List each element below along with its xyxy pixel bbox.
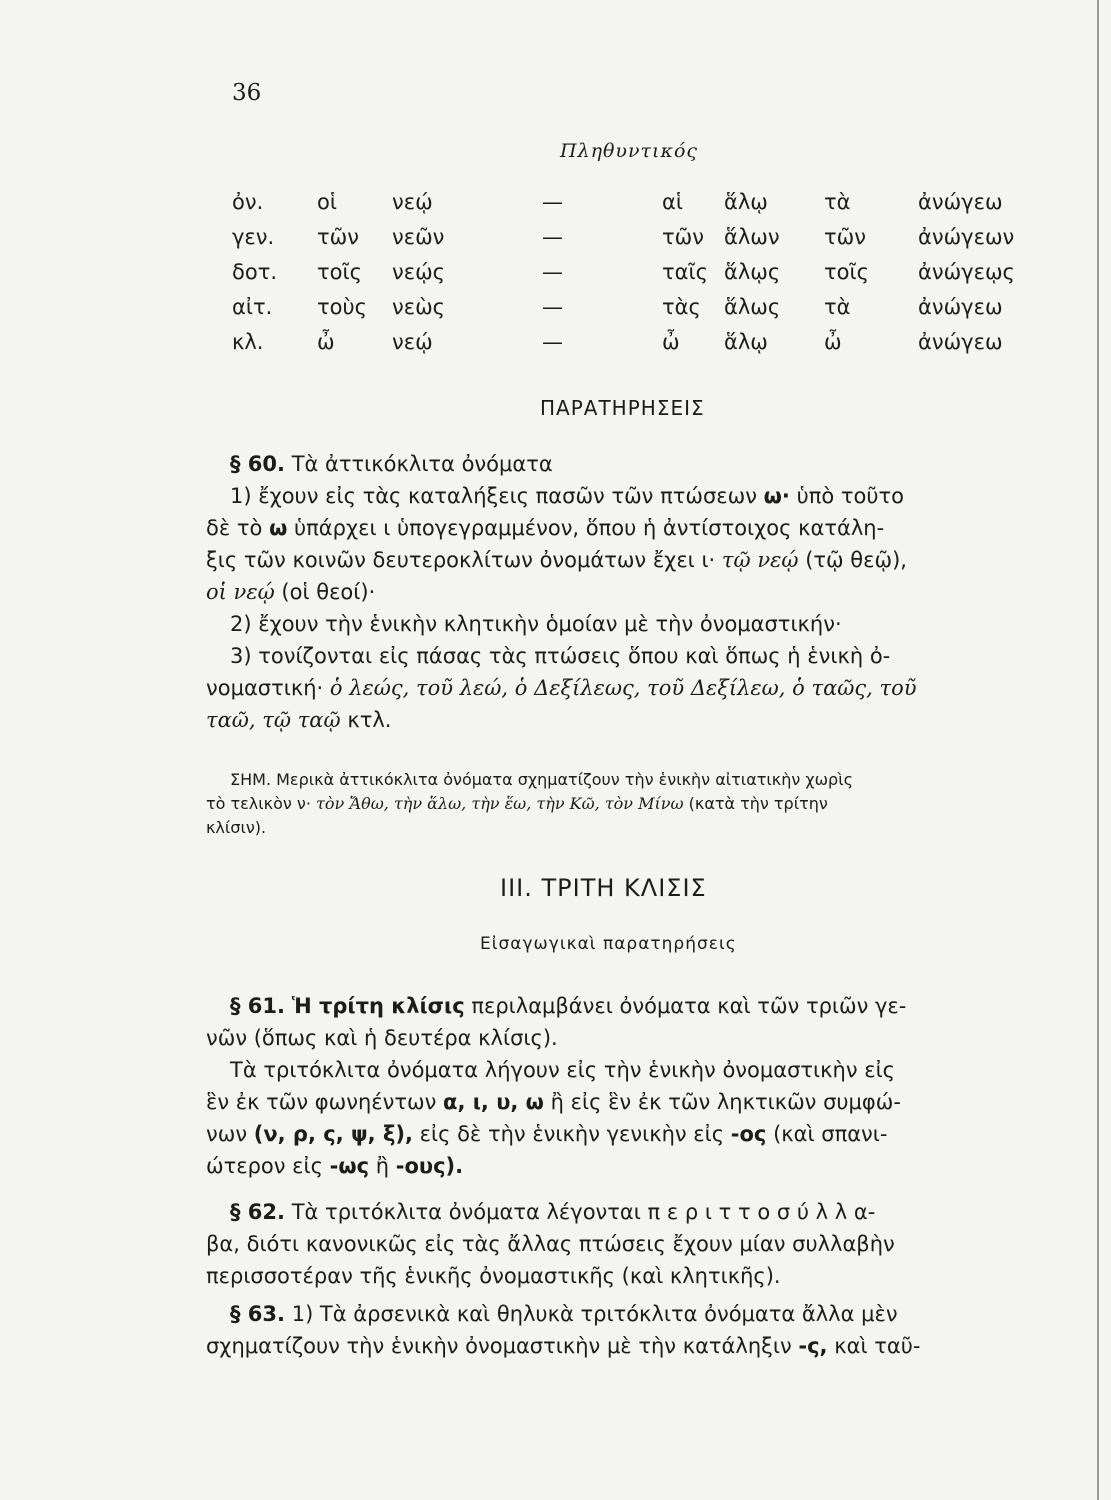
symbol: ω — [269, 516, 288, 540]
text-line: κλίσιν). — [206, 818, 267, 837]
text-line: 3) τονίζονται εἰς πάσας τὰς πτώσεις ὅπου καὶ ὅπως ἡ ἑνικὴ ὀ- — [230, 644, 891, 668]
text: ἓν ἐκ τῶν φωνηέντων — [206, 1090, 437, 1114]
note-block — [206, 768, 1046, 840]
word-form: νεῶν — [392, 225, 445, 249]
text-line — [206, 672, 1046, 704]
term: Ἡ τρίτη κλίσις — [291, 994, 465, 1018]
article: οἱ — [317, 190, 337, 214]
text-line — [206, 1330, 1046, 1362]
text-line — [206, 1196, 1046, 1228]
word-form: ἅλῳ — [724, 330, 768, 354]
paragraph-60 — [206, 448, 1046, 736]
text: 1) Τὰ ἀρσενικὰ καὶ θηλυκὰ τριτόκλιτα ὀνόματα ἄλλα μὲν — [291, 1302, 898, 1326]
text-line — [206, 1086, 1046, 1118]
case-label: δοτ. — [232, 260, 278, 284]
text-line — [206, 990, 1046, 1022]
text-line: περισσοτέραν τῆς ἑνικῆς ὀνομαστικῆς (καὶ κλητικῆς). — [206, 1264, 781, 1288]
symbol: α, ι, υ, ω — [443, 1090, 544, 1114]
text-line — [206, 576, 1046, 608]
declension-table — [232, 190, 1042, 365]
text: περιλαμβάνει ὀνόματα καὶ τῶν τριῶν γε- — [471, 994, 907, 1018]
paragraph-61 — [206, 990, 1046, 1182]
case-label: γεν. — [232, 225, 275, 249]
article: τὰς — [662, 295, 701, 319]
dash: — — [542, 295, 563, 319]
word-form: ἀνώγεω — [918, 190, 1003, 214]
article: τῶν — [824, 225, 866, 249]
text: 1) ἔχουν εἰς τὰς καταλήξεις πασῶν τῶν πτώσεων — [230, 484, 757, 508]
text: τὸ τελικὸν ν· — [206, 794, 311, 813]
page-edge-line — [1097, 0, 1099, 1500]
example: τῷ νεῴ — [721, 548, 799, 572]
text-line — [206, 512, 1046, 544]
example: οἱ νεῴ — [206, 580, 275, 604]
text-line — [206, 1298, 1046, 1330]
text-line — [206, 1150, 1046, 1182]
example: τὸν Ἄθω, τὴν ἅλω, τὴν ἕω, τὴν Κῶ, τὸν Μίνω — [316, 794, 684, 813]
text-line — [206, 792, 1046, 816]
section-3-heading: III. ΤΡΙΤΗ ΚΛΙΣΙΣ — [500, 874, 707, 902]
symbol: -ος — [730, 1122, 767, 1146]
case-label: αἰτ. — [232, 295, 273, 319]
symbol: -ως — [329, 1154, 370, 1178]
table-row — [232, 225, 1042, 260]
plural-title: Πληθυντικός — [560, 140, 699, 162]
word-form: νεῴ — [392, 330, 433, 354]
table-row — [232, 295, 1042, 330]
article: ὦ — [317, 330, 335, 354]
text: (οἱ θεοί)· — [281, 580, 376, 604]
text: καὶ ταῦ- — [834, 1334, 921, 1358]
word-form: ἀνώγεῳς — [918, 260, 1015, 284]
symbol: -ους). — [395, 1154, 464, 1178]
article: ὦ — [824, 330, 842, 354]
paragraph-62 — [206, 1196, 1046, 1292]
page-number: 36 — [232, 80, 262, 106]
word-form: ἅλων — [724, 225, 780, 249]
text-line — [206, 480, 1046, 512]
article: τοῖς — [824, 260, 869, 284]
text: Τὰ τριτόκλιτα ὀνόματα λέγονται — [291, 1200, 641, 1224]
text-line: βα, διότι κανονικῶς εἰς τὰς ἄλλας πτώσεις ἔχουν μίαν συλλαβὴν — [206, 1232, 895, 1256]
word-form: ἀνώγεων — [918, 225, 1015, 249]
text-line: 2) ἔχουν τὴν ἑνικὴν κλητικὴν ὁμοίαν μὲ τὴν ὀνομαστικήν· — [230, 612, 842, 636]
text: δὲ τὸ — [206, 516, 263, 540]
word-form: ἅλῳ — [724, 190, 768, 214]
article: τῶν — [317, 225, 359, 249]
word-form: ἅλῳς — [724, 260, 781, 284]
word-form: ἀνώγεω — [918, 330, 1003, 354]
observations-heading: ΠΑΡΑΤΗΡΗΣΕΙΣ — [540, 396, 705, 420]
text: Τὰ ἀττικόκλιτα ὀνόματα — [291, 452, 553, 476]
text-line — [206, 448, 1046, 480]
word-form: νεῴς — [392, 260, 445, 284]
spaced-term: π ε ρ ι τ τ ο σ ύ λ λ α- — [647, 1200, 876, 1224]
article: τοὺς — [317, 295, 367, 319]
text-line: νῶν (ὅπως καὶ ἡ δευτέρα κλίσις). — [206, 1026, 558, 1050]
case-label: κλ. — [232, 330, 264, 354]
text: εἰς δὲ τὴν ἑνικὴν γενικὴν εἰς — [419, 1122, 725, 1146]
text-line — [206, 704, 1046, 736]
text: (τῷ θεῷ), — [805, 548, 907, 572]
section-number: § 62. — [230, 1200, 286, 1224]
table-row — [232, 260, 1042, 295]
text: ὑπάρχει ι ὑπογεγραμμένον, ὅπου ἡ ἀντίστοιχος κατάλη- — [294, 516, 885, 540]
text-line: Τὰ τριτόκλιτα ὀνόματα λήγουν εἰς τὴν ἑνικὴν ὀνομαστικὴν εἰς — [230, 1058, 896, 1082]
section-number: § 63. — [230, 1302, 286, 1326]
symbol: (ν, ρ, ς, ψ, ξ), — [253, 1122, 413, 1146]
case-label: ὀν. — [232, 190, 264, 214]
section-number: § 61. — [230, 994, 286, 1018]
word-form: νεῴ — [392, 190, 433, 214]
article: ὦ — [662, 330, 680, 354]
paragraph-63 — [206, 1298, 1046, 1362]
text: νομαστική· — [206, 676, 324, 700]
article: τὰ — [824, 295, 851, 319]
symbol: -ς, — [798, 1334, 828, 1358]
table-row — [232, 330, 1042, 365]
text-line: ΣΗΜ. Μερικὰ ἀττικόκλιτα ὀνόματα σχηματίζουν τὴν ἑνικὴν αἰτιατικὴν χωρὶς — [230, 770, 853, 789]
dash: — — [542, 225, 563, 249]
text: (κατὰ τὴν τρίτην — [688, 794, 828, 813]
word-form: ἀνώγεω — [918, 295, 1003, 319]
article: τῶν — [662, 225, 704, 249]
word-form: νεὼς — [392, 295, 445, 319]
text: νων — [206, 1122, 248, 1146]
text: (καὶ σπανι- — [773, 1122, 888, 1146]
article: αἱ — [662, 190, 683, 214]
text-line — [206, 1118, 1046, 1150]
text: ἢ — [375, 1154, 390, 1178]
word-form: ἅλως — [724, 295, 781, 319]
intro-heading: Εἰσαγωγικαὶ παρατηρήσεις — [480, 934, 737, 954]
text: ώτερον εἰς — [206, 1154, 323, 1178]
article: τοῖς — [317, 260, 362, 284]
table-row — [232, 190, 1042, 225]
text: ξις τῶν κοινῶν δευτεροκλίτων ὀνομάτων ἔχει ι· — [206, 548, 716, 572]
dash: — — [542, 260, 563, 284]
text: σχηματίζουν τὴν ἑνικὴν ὀνομαστικὴν μὲ τὴν κατάληξιν — [206, 1334, 792, 1358]
dash: — — [542, 330, 563, 354]
article: τὰ — [824, 190, 851, 214]
text-line — [206, 544, 1046, 576]
text: ὑπὸ τοῦτο — [796, 484, 905, 508]
dash: — — [542, 190, 563, 214]
section-number: § 60. — [230, 452, 286, 476]
example: ὁ λεώς, τοῦ λεώ, ὁ Δεξίλεως, τοῦ Δεξίλεω, ὁ ταῶς, τοῦ — [329, 676, 917, 700]
article: ταῖς — [662, 260, 708, 284]
example: ταῶ, τῷ ταῷ — [206, 708, 341, 732]
text: ἢ εἰς ἓν ἐκ τῶν ληκτικῶν συμφώ- — [550, 1090, 901, 1114]
text: κτλ. — [347, 708, 392, 732]
symbol: ω· — [763, 484, 790, 508]
